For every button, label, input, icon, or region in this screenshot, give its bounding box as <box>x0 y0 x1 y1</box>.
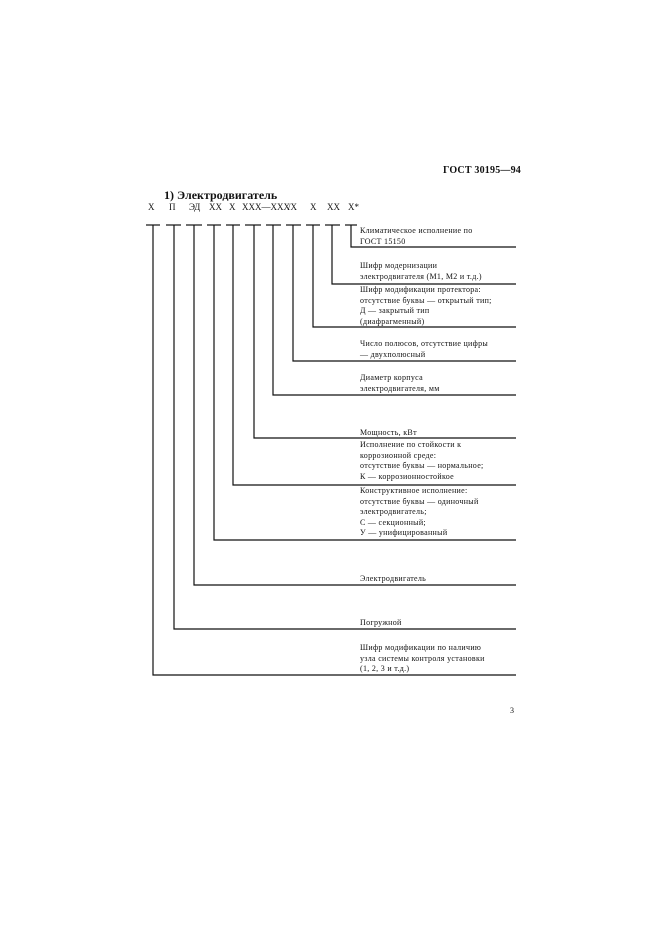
code-part-6: ХХХ—ХХХ <box>242 202 290 212</box>
code-part-5: Х <box>229 202 236 212</box>
desc-poles: Число полюсов, отсутствие цифры — двухполюсный <box>360 339 489 359</box>
section-title: 1) Электродвигатель <box>164 188 278 202</box>
code-part-7: /Х <box>288 202 297 212</box>
desc-submersible: Погружной <box>360 618 402 627</box>
code-part-4: ХХ <box>209 202 222 212</box>
desc-modernization: Шифр модернизации электродвигателя (М1, М2 и т.д.) <box>360 261 482 281</box>
code-part-9: ХХ <box>327 202 340 212</box>
code-part-2: П <box>169 202 176 212</box>
desc-climatic: Климатическое исполнение по ГОСТ 15150 <box>360 226 473 246</box>
code-part-3: ЭД <box>189 202 201 212</box>
standard-header: ГОСТ 30195—94 <box>443 165 522 176</box>
desc-control-unit: Шифр модификации по наличию узла системы контроля установки (1, 2, 3 и т.д.) <box>360 643 485 673</box>
desc-motor: Электродвигатель <box>360 574 427 583</box>
desc-power: Мощность, кВт <box>360 428 417 437</box>
desc-corrosion: Исполнение по стойкости к коррозионной среде: отсутствие буквы — нормальное; К — коррозионностойкое <box>360 440 484 481</box>
code-part-10: Х* <box>348 202 359 212</box>
code-part-8: Х <box>310 202 317 212</box>
desc-design: Конструктивное исполнение: отсутствие буквы — одиночный электродвигатель; С — секционный; У — унифицированный <box>360 486 479 537</box>
page-number: 3 <box>510 706 514 715</box>
desc-diameter: Диаметр корпуса электродвигателя, мм <box>360 373 440 393</box>
code-part-1: Х <box>148 202 155 212</box>
desc-protector: Шифр модификации протектора: отсутствие буквы — открытый тип; Д — закрытый тип (диафрагменный) <box>360 285 492 326</box>
